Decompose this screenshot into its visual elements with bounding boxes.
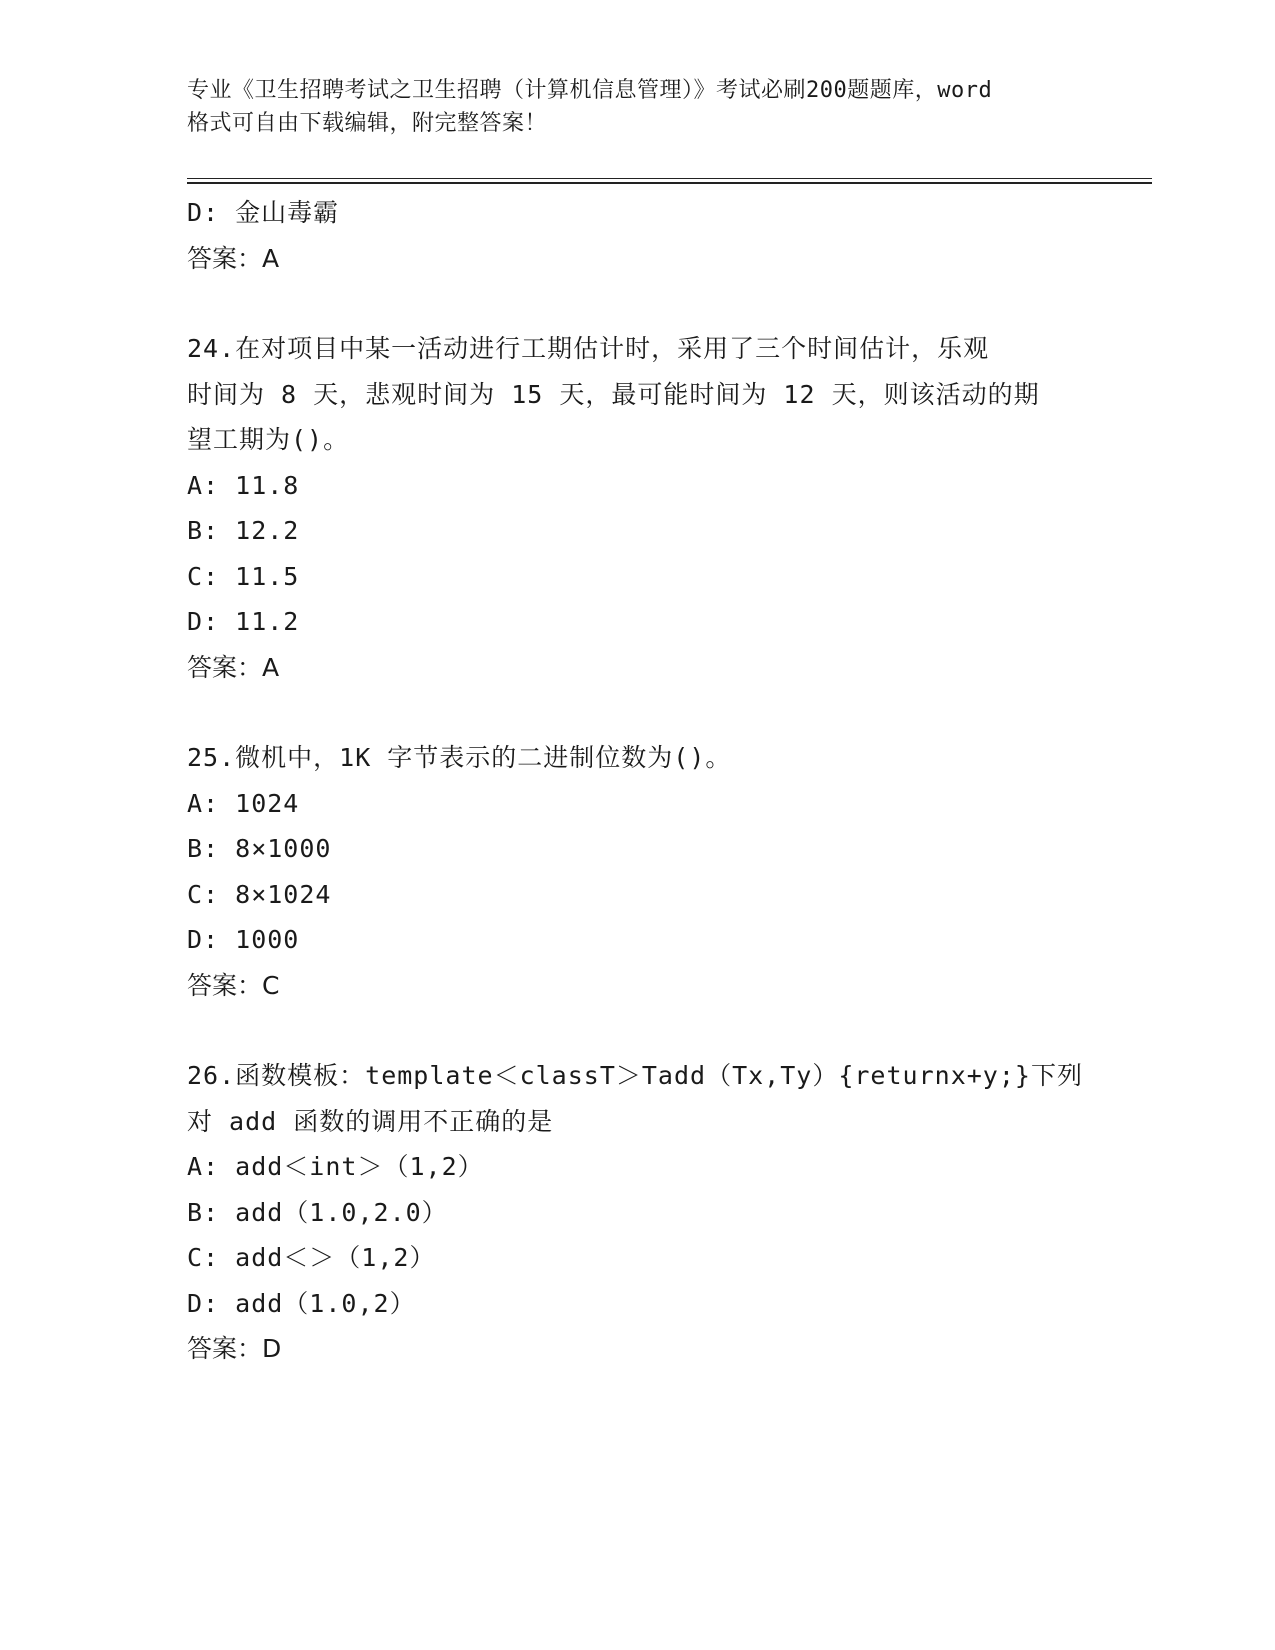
header-divider-thin: [187, 178, 1152, 179]
answer-line: 答案：C: [187, 970, 280, 1000]
option-d: D: 1000: [187, 925, 300, 954]
option-c: C: 11.5: [187, 561, 300, 591]
document-header: [187, 74, 1087, 140]
answer-line: 答案：A: [187, 652, 280, 682]
option-a: A: 1024: [187, 788, 300, 818]
header-line-1: 专业《卫生招聘考试之卫生招聘（计算机信息管理）》考试必刷200题题库，word: [187, 78, 993, 103]
option-b: B: add（1.0,2.0）: [187, 1197, 448, 1227]
option-d: D: 11.2: [187, 607, 300, 636]
question-25: [187, 735, 1087, 1008]
option-d: D: add（1.0,2）: [187, 1288, 416, 1318]
question-text-line: 25.微机中，1K 字节表示的二进制位数为()。: [187, 743, 732, 772]
question-24: [187, 326, 1087, 690]
option-c: C: add＜＞（1,2）: [187, 1243, 436, 1272]
question-content: [187, 190, 1087, 1372]
option-d: D: 金山毒霸: [187, 198, 340, 227]
question-text-line: 时间为 8 天，悲观时间为 15 天，最可能时间为 12 天，则该活动的期: [187, 379, 1040, 409]
option-a: A: 11.8: [187, 470, 300, 500]
question-text-line: 26.函数模板：template＜classT＞Tadd（Tx,Ty）{returnx+y;}下列: [187, 1061, 1083, 1090]
option-c: C: 8×1024: [187, 879, 332, 909]
question-26: [187, 1053, 1087, 1372]
question-text-line: 对 add 函数的调用不正确的是: [187, 1106, 554, 1136]
previous-question-tail: [187, 190, 1087, 281]
header-divider-thick: [187, 182, 1152, 184]
option-b: B: 8×1000: [187, 834, 332, 863]
option-b: B: 12.2: [187, 516, 300, 545]
option-a: A: add＜int＞（1,2）: [187, 1152, 484, 1181]
question-text-line: 望工期为()。: [187, 425, 350, 454]
answer-line: 答案：D: [187, 1334, 282, 1363]
question-text-line: 24.在对项目中某一活动进行工期估计时，采用了三个时间估计，乐观: [187, 334, 990, 363]
header-line-2: 格式可自由下载编辑，附完整答案！: [187, 111, 548, 136]
answer-line: 答案：A: [187, 243, 280, 273]
